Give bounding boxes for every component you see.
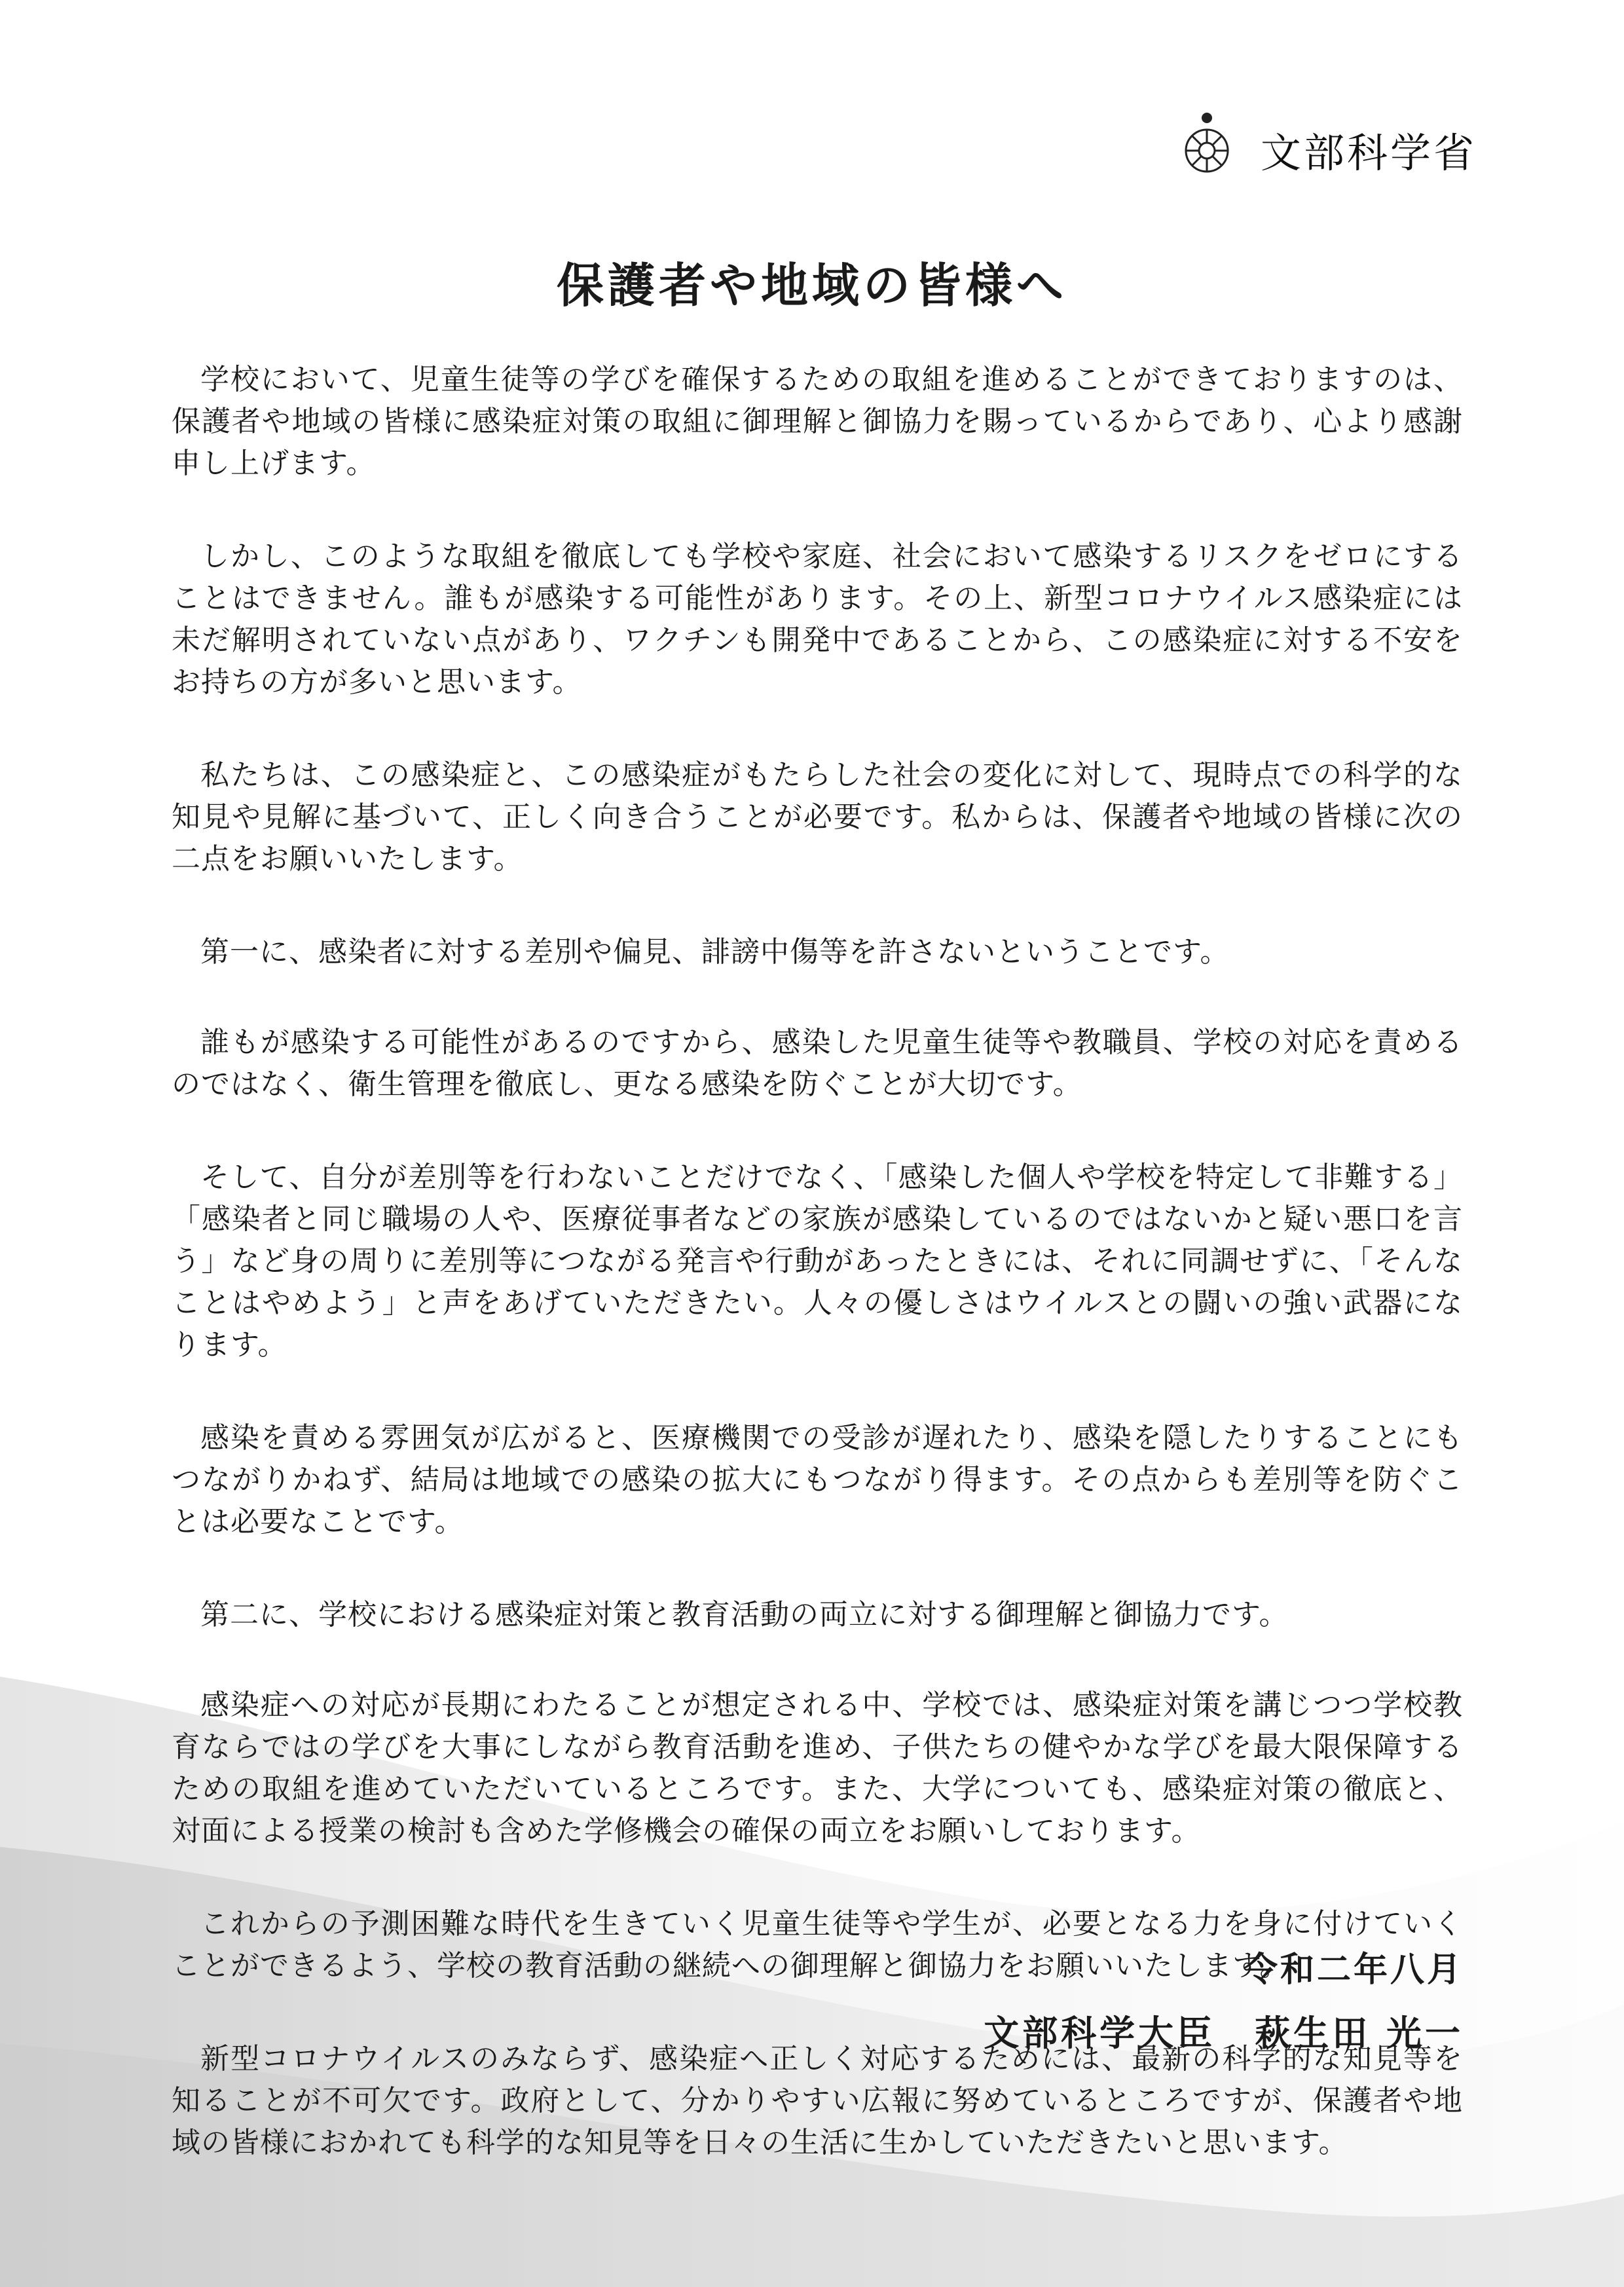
paragraph: 誰もが感染する可能性があるのですから、感染した児童生徒等や教職員、学校の対応を責めるのではなく、衛生管理を徹底し、更なる感染を防ぐことが大切です。 (172, 1026, 1463, 1101)
paragraph: 感染症への対応が長期にわたることが想定される中、学校では、感染症対策を講じつつ学校教育ならではの学びを大事にしながら教育活動を進め、子供たちの健やかな学びを最大限保障するための取組を進めていただいているところです。また、大学についても、感染症対策の徹底と、対面による授業の検討も含めた学修機会の確保の両立をお願いしております。 (172, 1688, 1463, 1848)
paragraph: 感染を責める雰囲気が広がると、医療機関での受診が遅れたり、感染を隠したりすることにもつながりかねず、結局は地域での感染の拡大にもつながり得ます。その点からも差別等を防ぐことは必要なことです。 (172, 1421, 1463, 1538)
paragraph: 私たちは、この感染症と、この感染症がもたらした社会の変化に対して、現時点での科学的な知見や見解に基づいて、正しく向き合うことが必要です。私からは、保護者や地域の皆様に次の二点をお願いいたします。 (172, 758, 1463, 876)
letter-body (172, 359, 1463, 2215)
signature (984, 2005, 1464, 2056)
paragraph: これからの予測困難な時代を生きていく児童生徒等や学生が、必要となる力を身に付けていくことができるよう、学校の教育活動の継続への御理解と御協力をお願いいたします。 (172, 1907, 1463, 1982)
paragraph: 新型コロナウイルスのみならず、感染症へ正しく対応するためには、最新の科学的な知見等を知ることが不可欠です。政府として、分かりやすい広報に努めているところですが、保護者や地域の皆様におかれても科学的な知見等を日々の生活に生かしていただきたいと思います。 (172, 2042, 1463, 2159)
letter-date: 令和二年八月 (1243, 1950, 1464, 1990)
letter-closing (984, 1942, 1464, 2056)
paragraph: 第二に、学校における感染症対策と教育活動の両立に対する御理解と御協力です。 (200, 1598, 1289, 1631)
letter-title: 保護者や地域の皆様へ (556, 257, 1067, 313)
ministry-name: 文部科学省 (1260, 128, 1477, 177)
signer-name: 萩生田 光一 (1255, 2012, 1464, 2054)
paragraph: 学校において、児童生徒等の学びを確保するための取組を進めることができておりますのは、保護者や地域の皆様に感染症対策の取組に御理解と御協力を賜っているからであり、心より感謝申し上げます。 (172, 363, 1463, 480)
paragraph: しかし、このような取組を徹底しても学校や家庭、社会において感染するリスクをゼロにすることはできません。誰もが感染する可能性があります。その上、新型コロナウイルス感染症には未だ解明されていない点があり、ワクチンも開発中であることから、この感染症に対する不安をお持ちの方が多いと思います。 (172, 540, 1463, 699)
signer-title: 文部科学大臣 (984, 2012, 1216, 2054)
paragraph: そして、自分が差別等を行わないことだけでなく、「感染した個人や学校を特定して非難する」「感染者と同じ職場の人や、医療従事者などの家族が感染しているのではないかと疑い悪口を言う」など身の周りに差別等につながる発言や行動があったときには、それに同調せずに、「そんなことはやめよう」と声をあげていただきたい。人々の優しさはウイルスとの闘いの強い武器になります。 (172, 1161, 1463, 1362)
chrysanthemum-emblem-icon (1168, 110, 1246, 189)
ministry-logo (1168, 110, 1477, 189)
paragraph: 第一に、感染者に対する差別や偏見、誹謗中傷等を許さないということです。 (200, 935, 1230, 969)
